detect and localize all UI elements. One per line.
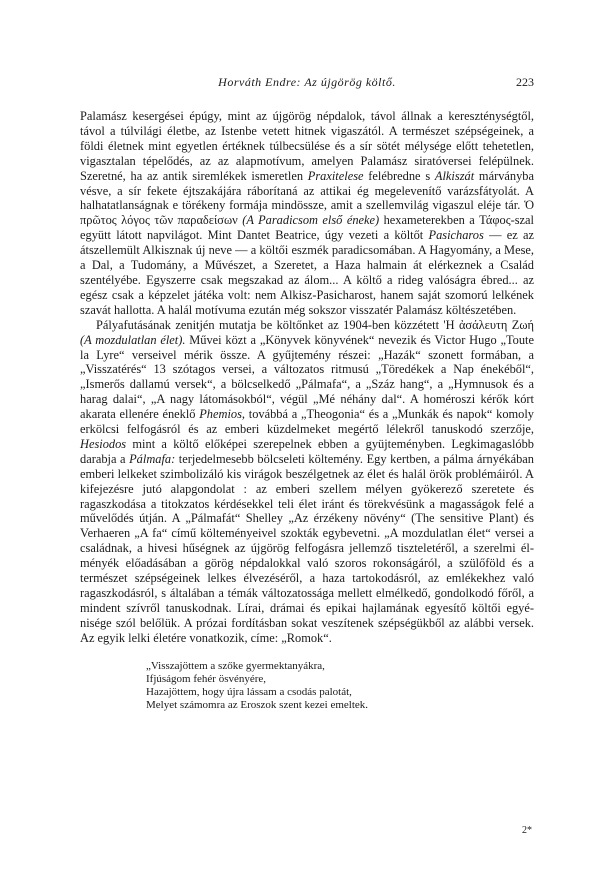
italic-text: Praxitelese xyxy=(307,168,364,183)
italic-text: (A mozdulatlan élet). xyxy=(80,332,186,347)
italic-text: (A Paradicsom első éneke) xyxy=(237,213,380,228)
text-run: továbbá a „Theogonia“ és a „Munkák és napok“ komoly erkölcsi felfogásról és az emberi küzdelmeket megértő lélekről tanuskodó szerzője, xyxy=(80,407,534,437)
text-run: Palamász kesergései épúgy, mint az újgörög népdalok, távol állnak a kereszténységtől, távol a túlvilági életbe, az Istenbe vetett hitnek vigaszától. A természet szépségeinek, a földi életnek mint egyetlen értéknek túlbecsülése és a sír sötét mélysége előtt tehetetlen, vigasztalan tépelődés, az az alapmotívum, amelyen Palamász siratóversei felépülnek. Szeretné, ha az antik siremlékek ismeretlen xyxy=(80,109,534,183)
verse-quote xyxy=(146,660,534,713)
text-run: Pályafutásának zenitjén mutatja be költőnket az 1904-ben közzétett 'Η ἀσάλευτη Ζωή xyxy=(96,317,534,332)
body-paragraph xyxy=(80,109,534,318)
italic-text: Phemios, xyxy=(199,407,246,422)
italic-text: Alkiszát xyxy=(434,168,475,183)
italic-text: Hesiodos xyxy=(80,436,127,451)
text-run: felébredne s xyxy=(363,168,435,183)
text-run: Ὁ πρῶτος λόγος τῶν παραδείσων xyxy=(80,198,534,228)
italic-text: Pasicharos xyxy=(428,228,484,243)
text-run: terjedelmesebb bölcseleti költemény. Egy kertben, a pálma árnyékában emberi lelkeket szimbolizáló kis virágok beszélgetnek az élet és halál örök problémáiról. A kifejezésre jutó alapgondolat : az emberi szellem mélyen gyökerező szeretete és ragaszkodása a titokzatos kérdésekkel teli élet iránt és törekvésünk a magasságok felé a művelődés útján. A „Pálmafát“ Shelley „Az érzékeny növény“ (The sensitive Plant) és Verhaeren „A fa“ című költeményeivel szokták egybevetni. „A mozdulatlan élet“ versei a családnak, a hivesi hűségnek az újgörög felfogásra jellemző tiszteletéről, a szerelmi él ményék előadásában a görög népdalokkal való szoros rokonságáról, a szülőföld és a természet szépségeinek lelkes élvezéséről, a haza tartokodásról, az emlékekhez való ragaszkodásról, s általában a témák változatossága mellett elmélkedő, gondolkodó főről, a mindent szívről tanuskodnak. Lírai, drámai és epikai hajlamának egyesítő költői egyénisége szól belőlük. A prózai fordításban sokat veszítenek szépségükből az alábbi versek. Az egyik lelki életére vonatkozik, címe: „Romok“. xyxy=(80,451,534,645)
text-run: hexameterekben a Τάφος-szal együtt látott napvilágot. Mint Dantet Beatrice, úgy vezeti a költőt xyxy=(80,213,534,243)
text-run: márványba vésve, a sír fekete éjtszakájára ráborítaná az attikai ég megelevenítő varázsfátyolát. A halhatatlanságnak e törékeny formája mindössze, amit a szellemvilág vigaszul eléje tár. xyxy=(80,168,534,213)
italic-text: Pálmafa: xyxy=(129,451,176,466)
running-title: Horváth Endre: Az újgörög költő. xyxy=(218,75,396,89)
running-head xyxy=(80,75,534,93)
verse-line: Hazajöttem, hogy újra lássam a csodás palotát, xyxy=(146,686,352,699)
body-paragraph xyxy=(80,318,534,646)
text-run: Művei közt a „Könyvek könyvének“ nevezik és Victor Hugo „Toute la Lyre“ verseivel mérik össze. A gyűjtemény részei: „Hazák“ szonett formában, a „Visszatérés“ 13 szótagos versei, a változatos ritmusú „Töredékek a Nap énekéből“, „Ismerős dallamú versek“, a bölcselkedő „Pálmafa“, a „Száz hang“, a „Hymnusok és a harag dalai“, „A nagy látomásokból“, végül „Mé néhány dal“. A homéroszi kérők kórt akarata ellenére éneklő xyxy=(80,332,534,422)
verse-line: Ifjúságom fehér ösvényére, xyxy=(146,672,267,685)
body-text xyxy=(80,109,534,646)
text-run: — ez az átszellemült Alkisznak új neve — a költői eszmék paradicsomában. A Hagyomány, a Mese, a Dal, a Tudomány, a Művészet, a Szeretet, a Haza halmain át elérkeznek a Család szentélyébe. Egyszerre csak megszakad az álom... A költő a rideg valóságra ébred... az egész csak a képzelet játéka volt: nem Alkisz-Pasicharost, hanem saját szomorú lelkének szavát hallotta. A halál motívuma ezután még sokszor visszatér Palamász költészetében. xyxy=(80,228,534,317)
page-number: 223 xyxy=(516,75,534,89)
text-run: mint a költő előképei szerepelnek ebben a gyüjteményben. Legkimagaslóbb darabja a xyxy=(80,436,534,466)
verse-line: Melyet számomra az Eroszok szent kezei emeltek. xyxy=(146,699,369,712)
verse-line: „Visszajöttem a szőke gyermektanyákra, xyxy=(146,659,325,672)
signature-mark: 2* xyxy=(522,825,532,836)
